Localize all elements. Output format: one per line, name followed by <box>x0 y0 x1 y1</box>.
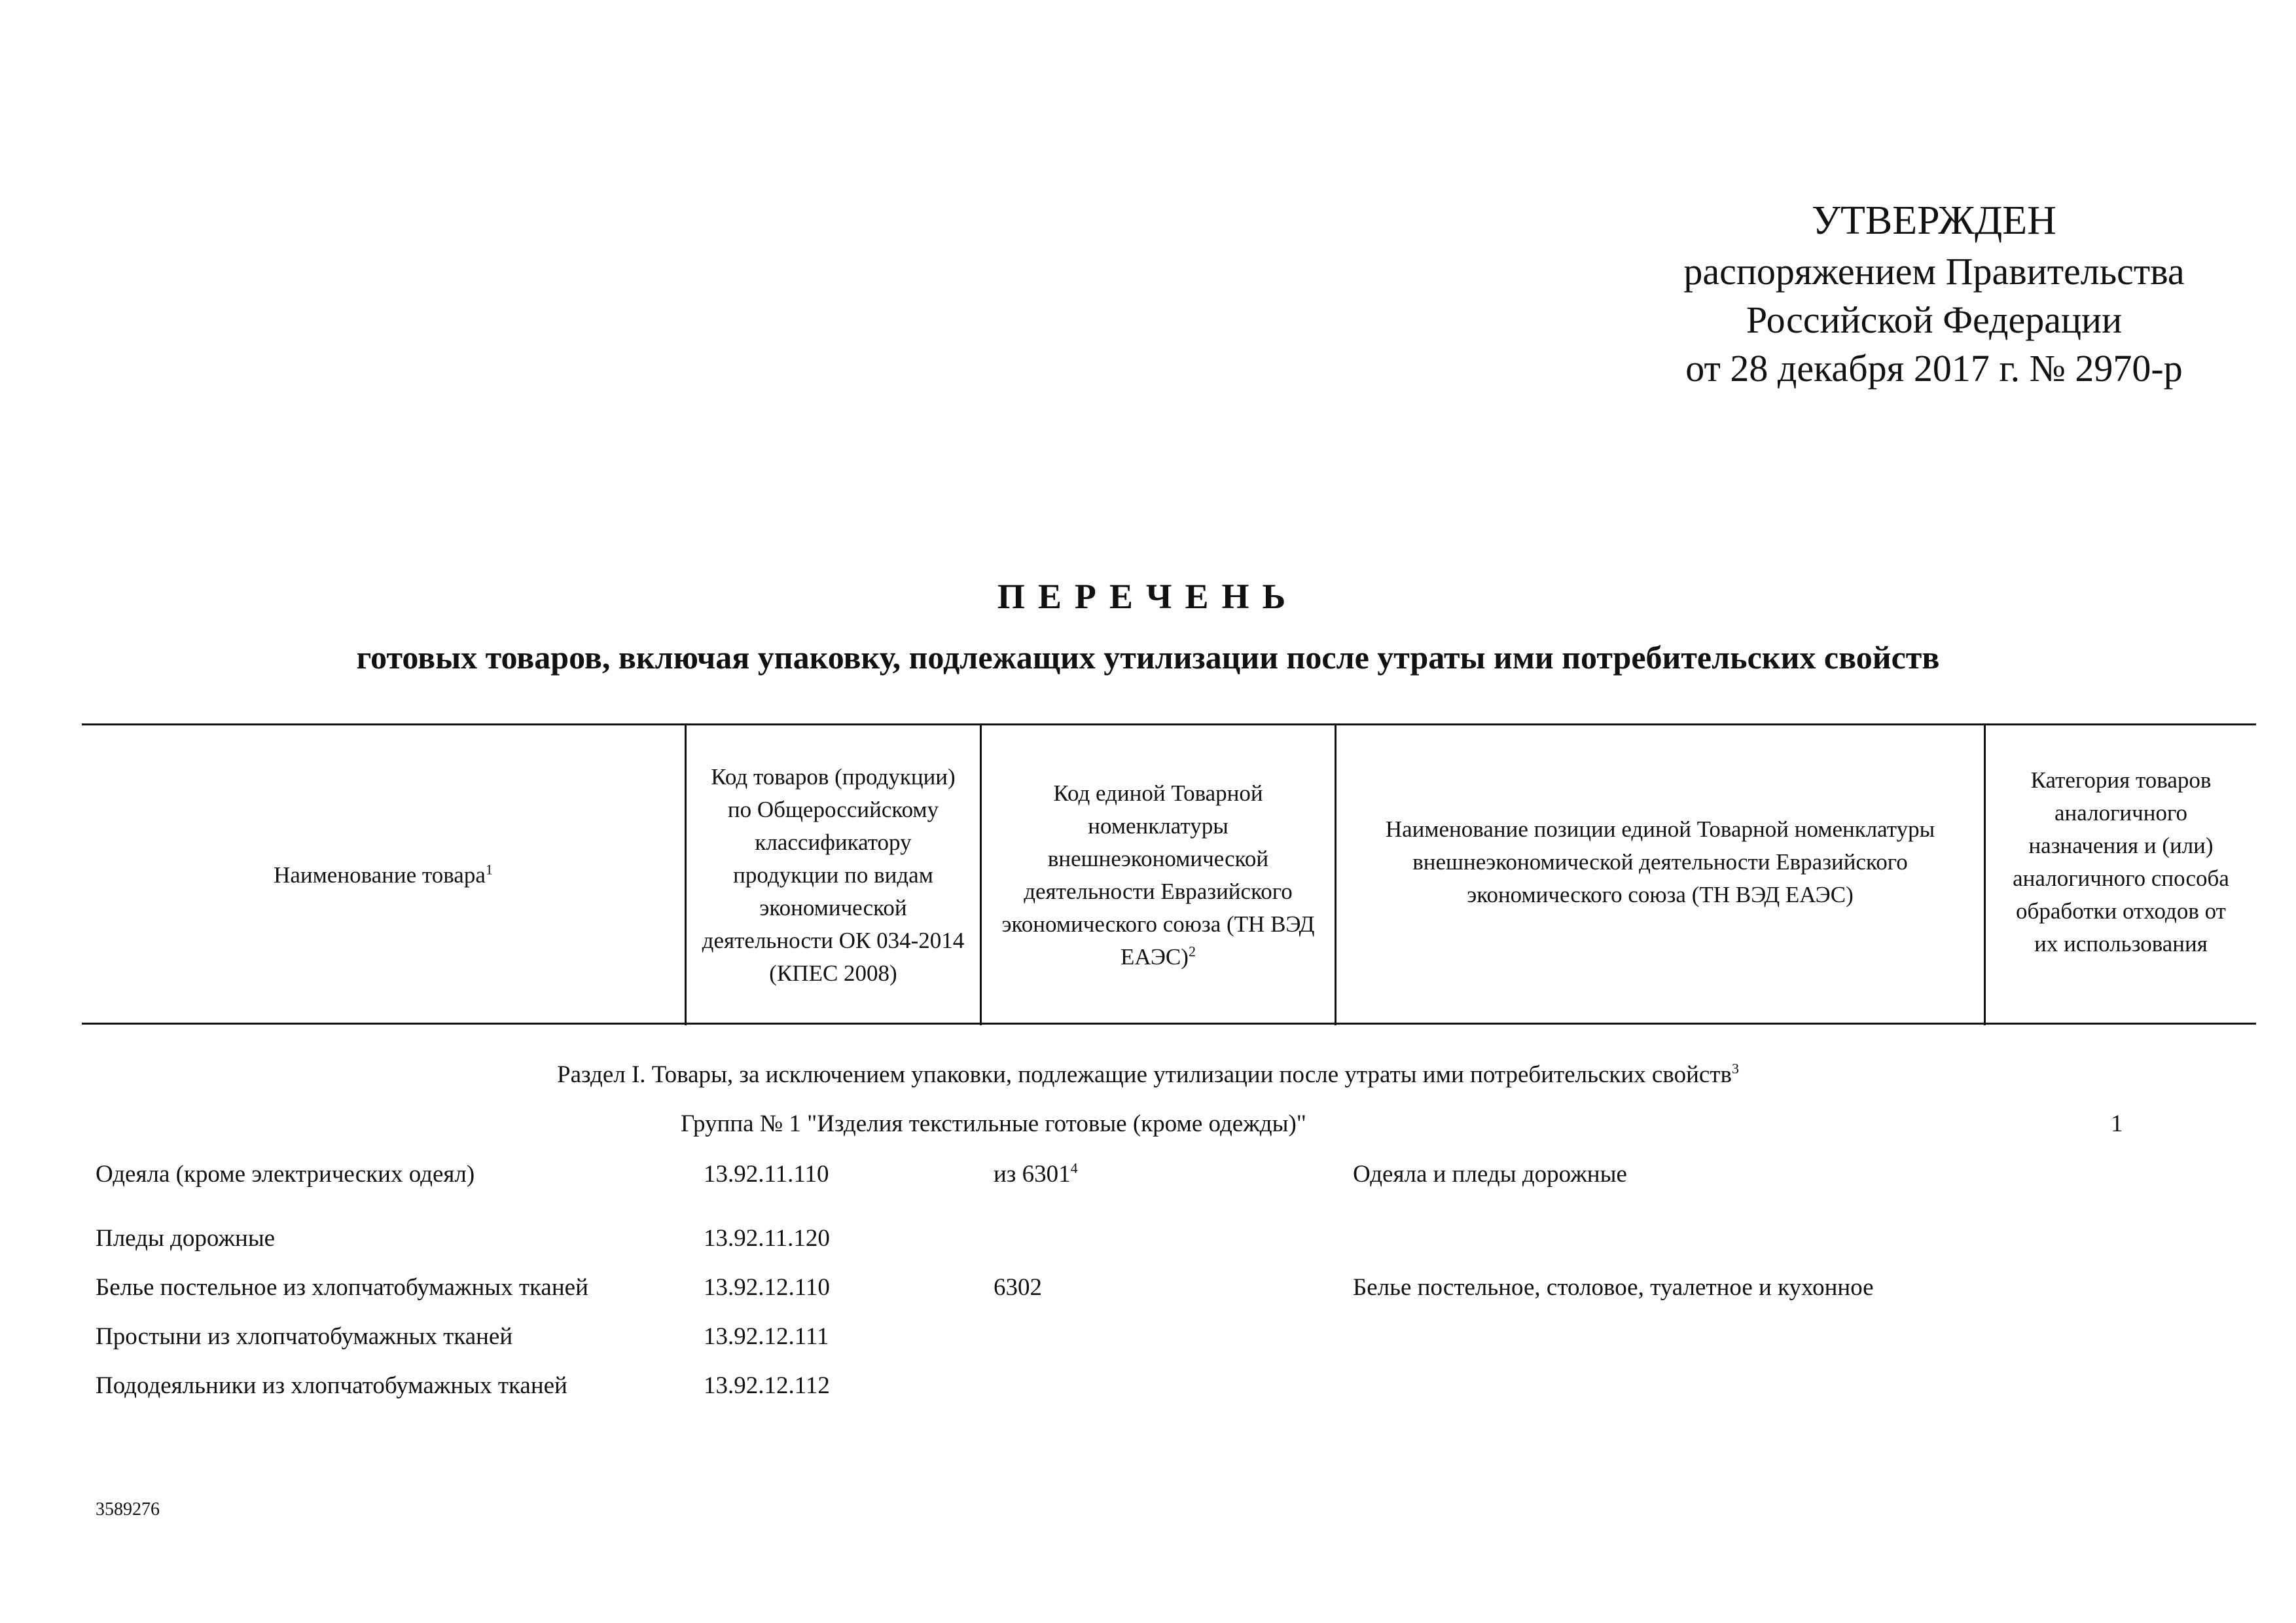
header-tnved-name <box>1336 728 1984 1023</box>
footnote-marker: 2 <box>1188 943 1196 960</box>
row-tnved-code-value: из 6301 <box>994 1161 1071 1188</box>
approval-country: Российской Федерации <box>1746 299 2123 341</box>
row-tnved-code: 6302 <box>994 1274 1042 1301</box>
table-header-bottom-border <box>82 1023 2256 1025</box>
header-tnved-code-label: Код единой Товарной номенклатуры внешнеэкономической деятельности Евразийского экономического союза (ТН ВЭД ЕАЭС) <box>1001 780 1315 970</box>
row-okpd-code: 13.92.12.112 <box>704 1372 830 1399</box>
header-tnved-name-label: Наименование позиции единой Товарной номенклатуры внешнеэкономической деятельности Евразийского экономического союза (ТН ВЭД ЕАЭС) <box>1385 816 1935 907</box>
section-heading-text: Раздел I. Товары, за исключением упаковки, подлежащие утилизации после утраты ими потребительских свойств <box>557 1061 1732 1088</box>
header-product-name <box>82 728 685 1023</box>
row-tnved-name: Белье постельное, столовое, туалетное и кухонное <box>1353 1274 1874 1301</box>
row-okpd-code: 13.92.11.110 <box>704 1161 829 1188</box>
document-title: ПЕРЕЧЕНЬ <box>997 577 1299 616</box>
row-okpd-code: 13.92.11.120 <box>704 1225 830 1252</box>
row-product-name: Пледы дорожные <box>96 1225 276 1252</box>
row-product-name: Белье постельное из хлопчатобумажных тканей <box>96 1274 588 1301</box>
document-subtitle: готовых товаров, включая упаковку, подлежащих утилизации после утраты ими потребительских свойств <box>356 639 1940 676</box>
row-okpd-code: 13.92.12.111 <box>704 1323 829 1350</box>
group-heading: Группа № 1 "Изделия текстильные готовые (кроме одежды)" <box>681 1110 1306 1137</box>
approval-date-number: от 28 декабря 2017 г. № 2970-р <box>1685 347 2183 390</box>
row-tnved-code <box>994 1160 1078 1188</box>
row-tnved-name: Одеяла и пледы дорожные <box>1353 1161 1627 1188</box>
footnote-marker: 4 <box>1070 1159 1078 1176</box>
row-okpd-code: 13.92.12.110 <box>704 1274 830 1301</box>
header-category-label: Категория товаров аналогичного назначения и (или) аналогичного способа обработки отходов от их использования <box>2013 767 2229 957</box>
table-header-top-border <box>82 723 2256 725</box>
approval-title: УТВЕРЖДЕН <box>1812 198 2056 243</box>
header-okpd-code-label: Код товаров (продукции) по Общероссийскому классификатору продукции по видам экономической деятельности ОК 034-2014 (КПЕС 2008) <box>702 764 965 986</box>
footnote-marker: 3 <box>1731 1060 1739 1077</box>
row-product-name: Пододеяльники из хлопчатобумажных тканей <box>96 1372 567 1399</box>
row-product-name: Одеяла (кроме электрических одеял) <box>96 1161 475 1188</box>
footnote-marker: 1 <box>485 861 493 878</box>
group-category-number: 1 <box>2111 1110 2123 1137</box>
row-product-name: Простыни из хлопчатобумажных тканей <box>96 1323 513 1350</box>
header-product-name-label: Наименование товара <box>274 862 486 888</box>
document-id: 3589276 <box>96 1499 160 1520</box>
approval-stamp <box>1630 196 2238 393</box>
header-tnved-code <box>982 728 1335 1023</box>
section-heading <box>0 1061 2296 1089</box>
header-okpd-code <box>687 728 980 1023</box>
approval-issuer: распоряжением Правительства <box>1683 250 2185 293</box>
header-category <box>1986 728 2256 1023</box>
